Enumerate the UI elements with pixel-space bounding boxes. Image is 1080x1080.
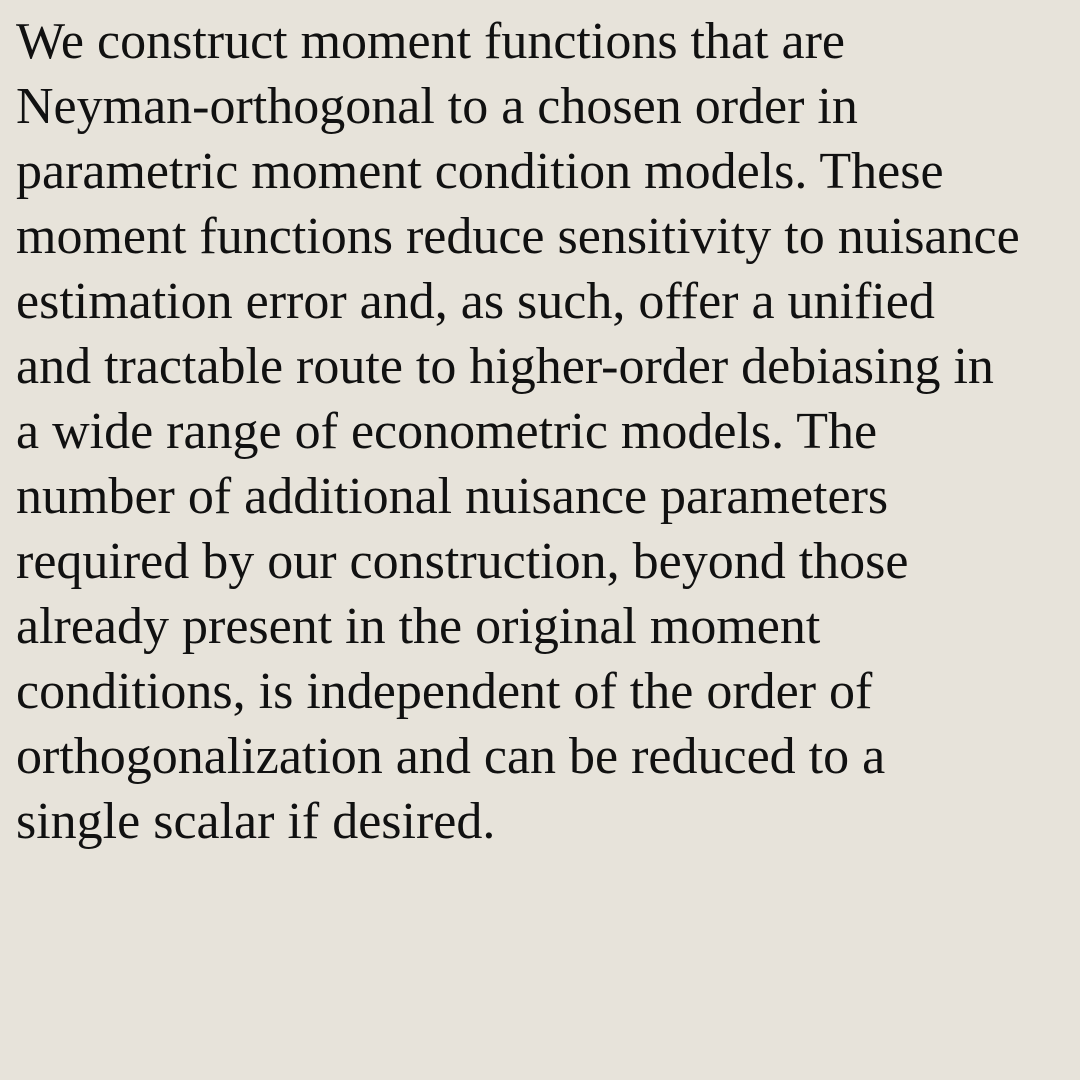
abstract-line: a wide range of econometric models. The [16,403,878,460]
abstract-line: conditions, is independent of the order of [16,663,873,720]
abstract-line: orthogonalization and can be reduced to a [16,728,886,785]
abstract-line: Neyman-orthogonal to a chosen order in [16,78,858,135]
abstract-line: moment functions reduce sensitivity to nuisance [16,208,1020,265]
abstract-line: already present in the original moment [16,598,821,655]
abstract-line: parametric moment condition models. These [16,143,944,200]
abstract-line: and tractable route to higher-order debiasing in [16,338,994,395]
abstract-line: required by our construction, beyond those [16,533,909,590]
abstract-line: single scalar if desired. [16,793,496,850]
abstract-paragraph [16,9,1064,854]
abstract-line: We construct moment functions that are [16,13,846,70]
abstract-line: estimation error and, as such, offer a unified [16,273,935,330]
abstract-line: number of additional nuisance parameters [16,468,889,525]
